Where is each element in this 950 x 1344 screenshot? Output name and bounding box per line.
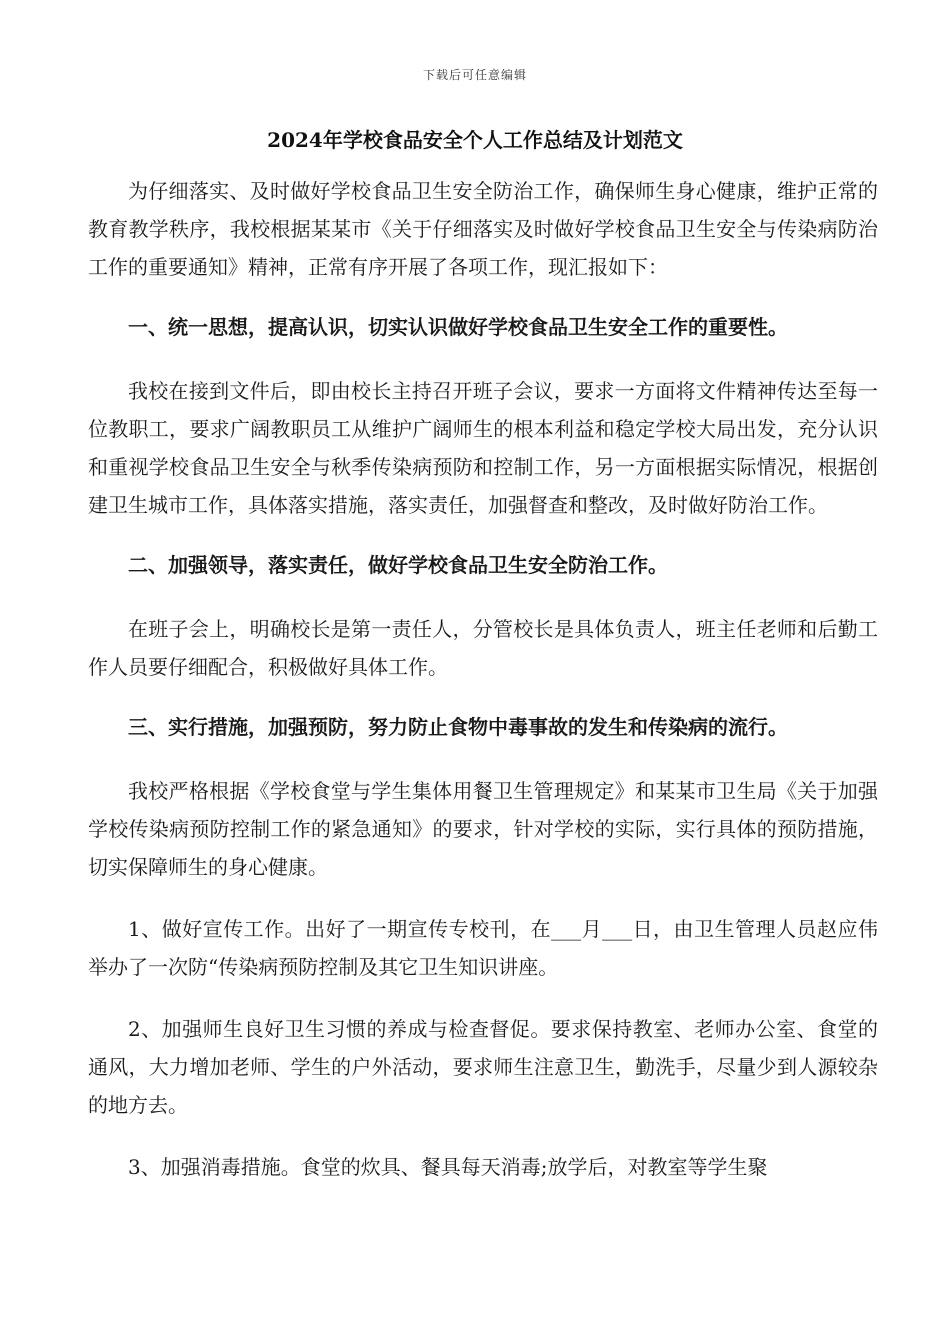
header-note: 下载后可任意编辑 [422, 68, 527, 82]
section-2-body: 在班子会上，明确校长是第一责任人，分管校长是具体负责人，班主任老师和后勤工作人员要仔细配合，积极做好具体工作。 [88, 617, 878, 679]
intro-paragraph: 为仔细落实、及时做好学校食品卫生安全防治工作，确保师生身心健康，维护正常的教育教学秩序，我校根据某某市《关于仔细落实及时做好学校食品卫生安全与传染病防治工作的重要通知》精神，正常有序开展了各项工作，现汇报如下： [88, 179, 878, 279]
section-3-heading: 三、实行措施，加强预防，努力防止食物中毒事故的发生和传染病的流行。 [128, 715, 788, 739]
section-2-heading: 二、加强领导，落实责任，做好学校食品卫生安全防治工作。 [128, 553, 668, 577]
list-item-3: 3、加强消毒措施。食堂的炊具、餐具每天消毒;放学后，对教室等学生聚 [128, 1155, 768, 1179]
document-body [88, 172, 878, 1186]
list-item-1: 1、做好宣传工作。出好了一期宣传专校刊，在___月___日，由卫生管理人员赵应伟举办了一次防“传染病预防控制及其它卫生知识讲座。 [88, 917, 878, 979]
section-3-body: 我校严格根据《学校食堂与学生集体用餐卫生管理规定》和某某市卫生局《关于加强学校传染病预防控制工作的紧急通知》的要求，针对学校的实际，实行具体的预防措施，切实保障师生的身心健康。 [88, 779, 878, 879]
section-1-body: 我校在接到文件后，即由校长主持召开班子会议，要求一方面将文件精神传达至每一位教职工，要求广阔教职员工从维护广阔师生的根本利益和稳定学校大局出发，充分认识和重视学校食品卫生安全与秋季传染病预防和控制工作，另一方面根据实际情况，根据创建卫生城市工作，具体落实措施，落实责任，加强督查和整改，及时做好防治工作。 [88, 379, 878, 517]
section-1-heading: 一、统一思想，提高认识，切实认识做好学校食品卫生安全工作的重要性。 [128, 315, 788, 339]
page-title: 2024年学校食品安全个人工作总结及计划范文 [267, 128, 683, 152]
list-item-2: 2、加强师生良好卫生习惯的养成与检查督促。要求保持教室、老师办公室、食堂的通风，大力增加老师、学生的户外活动，要求师生注意卫生，勤洗手，尽量少到人源较杂的地方去。 [88, 1017, 878, 1117]
